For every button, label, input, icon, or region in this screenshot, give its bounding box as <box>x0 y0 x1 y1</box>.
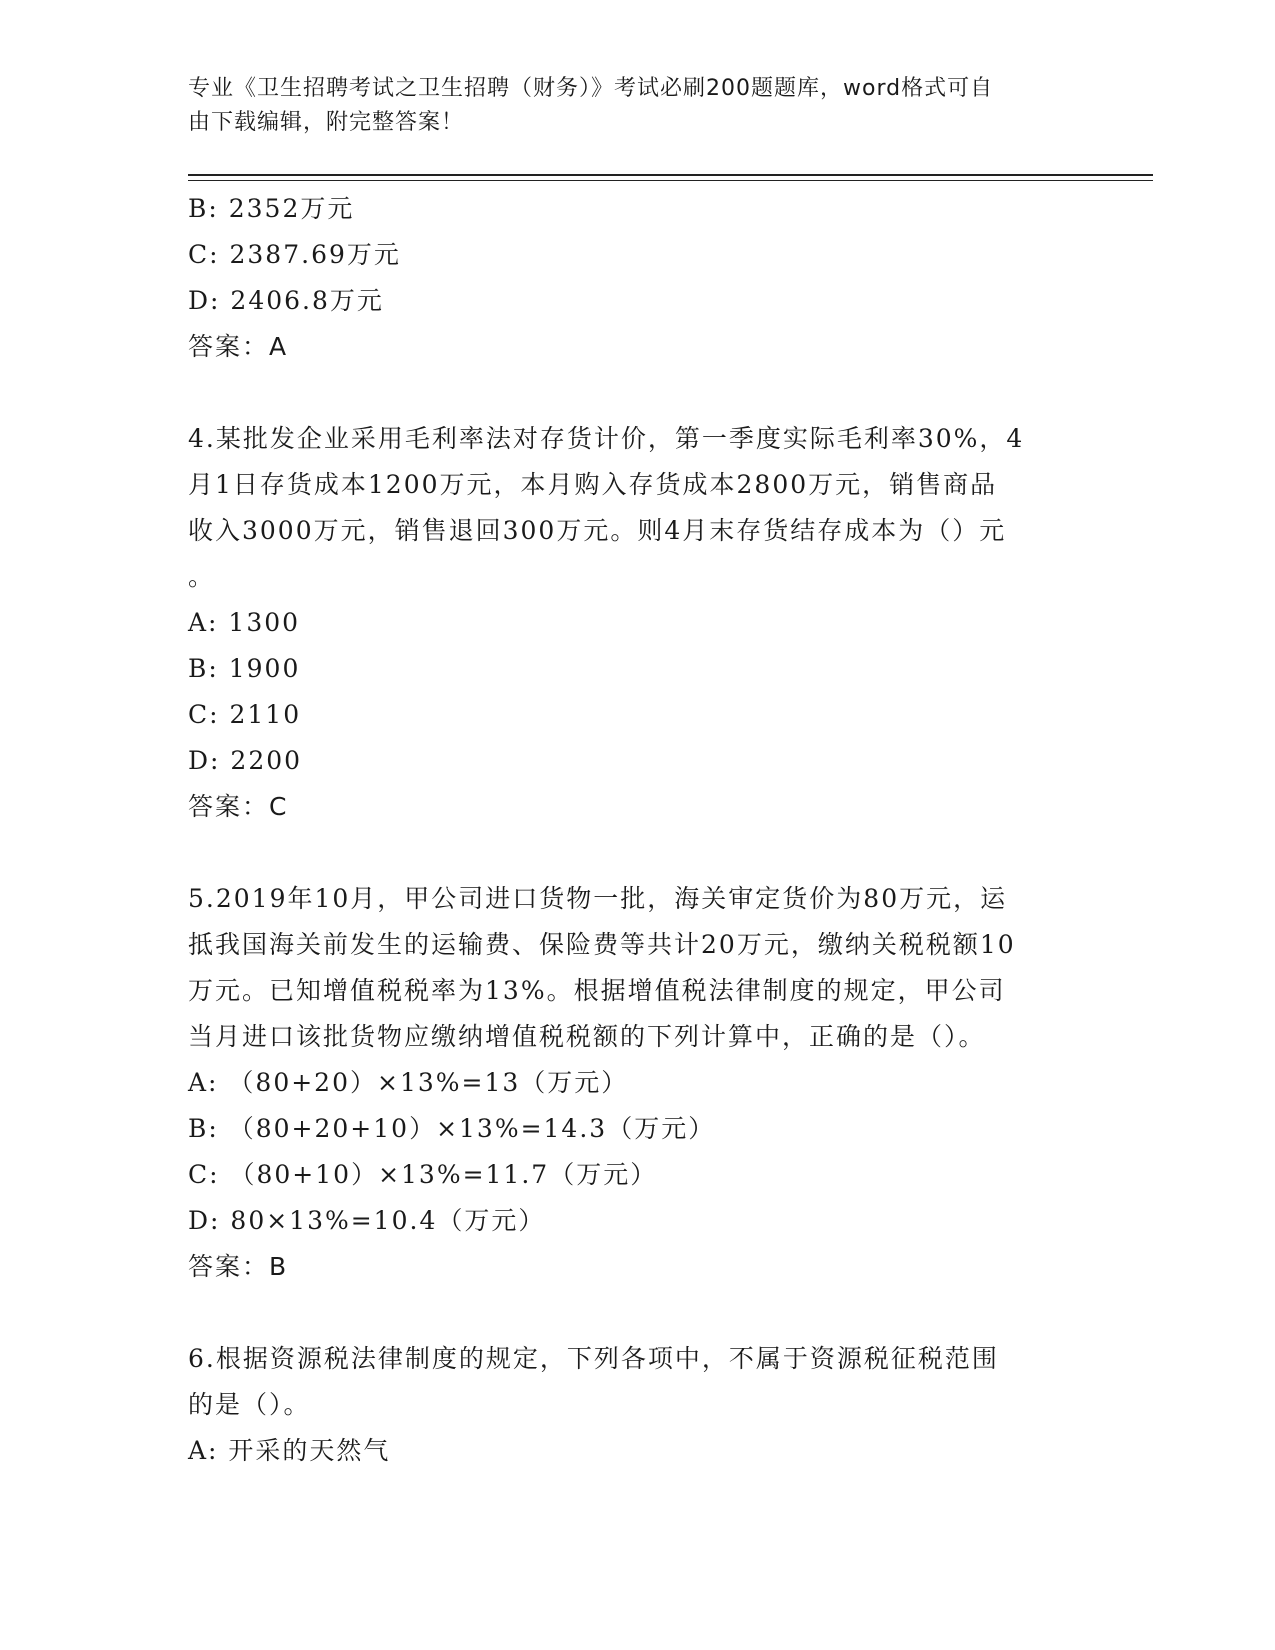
option-d: D: 2406.8万元 <box>188 286 384 315</box>
question-4 <box>188 416 1088 830</box>
question-5 <box>188 876 1088 1290</box>
header-line-1: 专业《卫生招聘考试之卫生招聘（财务）》考试必刷200题题库，word格式可自 <box>188 76 994 101</box>
question-text-line: 万元。已知增值税税率为13%。根据增值税法律制度的规定，甲公司 <box>188 976 1006 1005</box>
option-a: A: 开采的天然气 <box>188 1436 391 1465</box>
answer: 答案：C <box>188 792 289 821</box>
spacer <box>188 830 1088 876</box>
question-text-line: 4.某批发企业采用毛利率法对存货计价，第一季度实际毛利率30%，4 <box>188 424 1025 453</box>
question-text-line: 收入3000万元，销售退回300万元。则4月末存货结存成本为（）元 <box>188 516 1007 545</box>
option-b: B: 2352万元 <box>188 194 355 223</box>
header-divider-thin <box>188 180 1153 181</box>
question-text-line: 。 <box>188 562 216 591</box>
page-header <box>188 72 1088 140</box>
option-a: A: （80+20）×13%=13（万元） <box>188 1068 629 1097</box>
option-c: C: （80+10）×13%=11.7（万元） <box>188 1160 658 1189</box>
option-d: D: 80×13%=10.4（万元） <box>188 1206 546 1235</box>
option-b: B: 1900 <box>188 654 301 683</box>
question-text-line: 当月进口该批货物应缴纳增值税税额的下列计算中，正确的是（）。 <box>188 1022 986 1051</box>
header-divider <box>188 174 1153 176</box>
question-text-line: 抵我国海关前发生的运输费、保险费等共计20万元，缴纳关税税额10 <box>188 930 1016 959</box>
question-text-line: 5.2019年10月，甲公司进口货物一批，海关审定货价为80万元，运 <box>188 884 1008 913</box>
answer: 答案：A <box>188 332 289 361</box>
spacer <box>188 370 1088 416</box>
question-6 <box>188 1336 1088 1474</box>
question-text-line: 6.根据资源税法律制度的规定，下列各项中，不属于资源税征税范围 <box>188 1344 999 1373</box>
document-body <box>188 186 1088 1474</box>
spacer <box>188 1290 1088 1336</box>
option-c: C: 2110 <box>188 700 302 729</box>
option-c: C: 2387.69万元 <box>188 240 401 269</box>
option-d: D: 2200 <box>188 746 303 775</box>
header-line-2: 由下载编辑，附完整答案！ <box>188 110 465 135</box>
option-a: A: 1300 <box>188 608 301 637</box>
question-text-line: 月1日存货成本1200万元，本月购入存货成本2800万元，销售商品 <box>188 470 998 499</box>
question-text-line: 的是（）。 <box>188 1390 311 1419</box>
answer: 答案：B <box>188 1252 289 1281</box>
question-3-tail <box>188 186 1088 370</box>
option-b: B: （80+20+10）×13%=14.3（万元） <box>188 1114 716 1143</box>
